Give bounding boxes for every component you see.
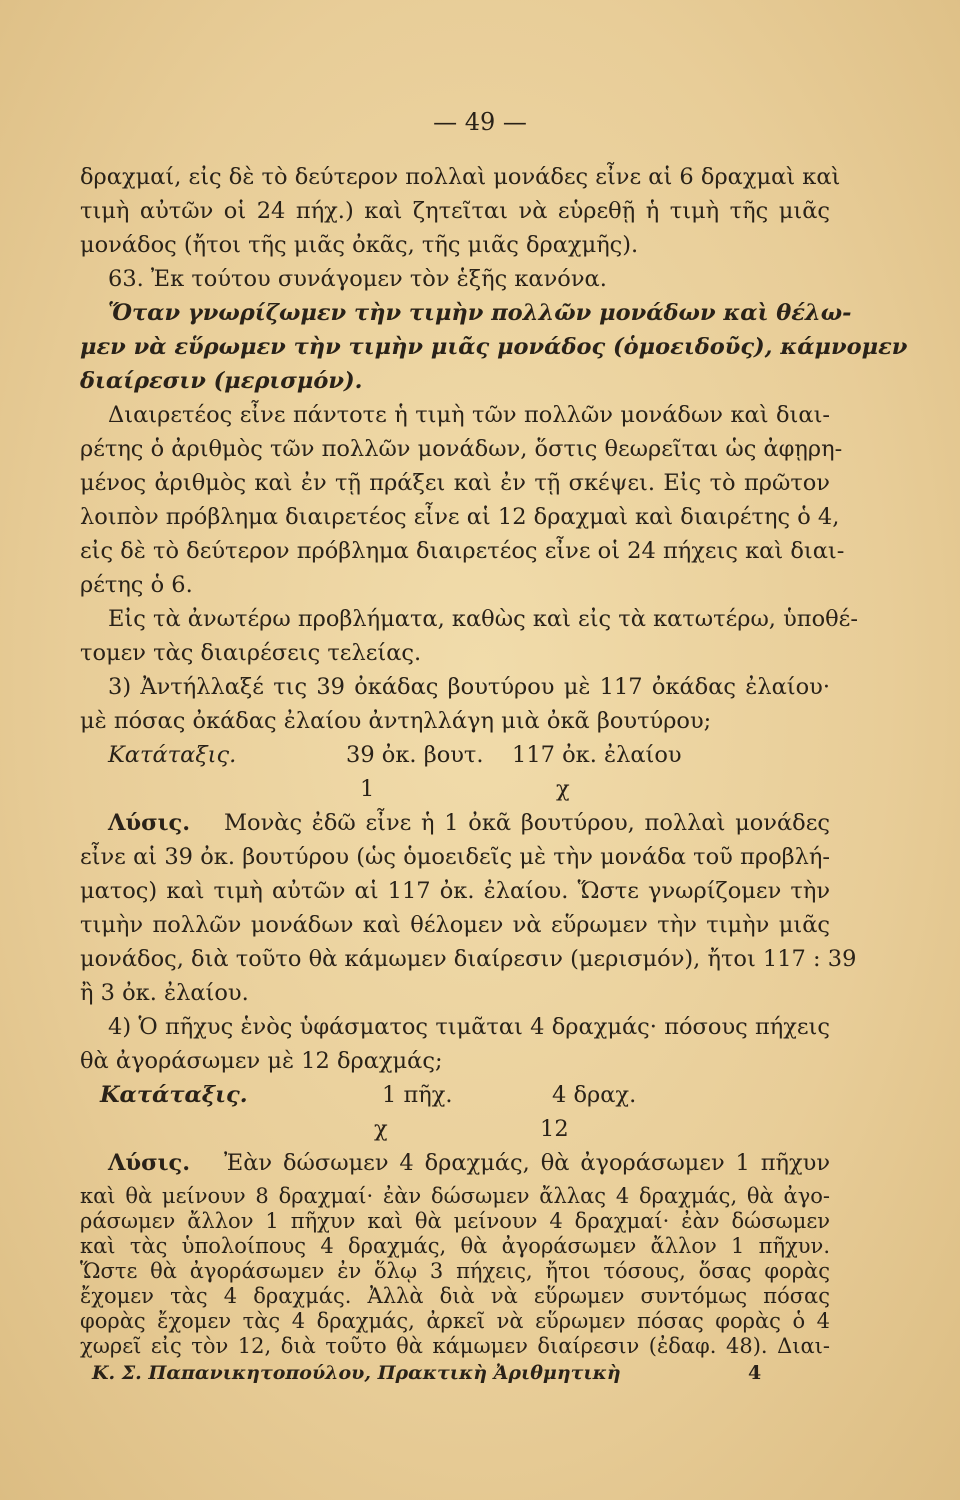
text-line: Διαιρετέος εἶνε πάντοτε ἡ τιμὴ τῶν πολλῶν μονάδων καὶ διαι-	[108, 402, 830, 428]
setup-value: χ	[556, 776, 570, 802]
text-line: μονάδος (ἤτοι τῆς μιᾶς ὀκᾶς, τῆς μιᾶς δραχμῆς).	[80, 232, 639, 258]
problem-text: θὰ ἀγοράσωμεν μὲ 12 δραχμάς;	[80, 1048, 443, 1074]
solution-text: καὶ τὰς ὑπολοίπους 4 δραχμάς, θὰ ἀγοράσωμεν ἄλλον 1 πῆχυν.	[80, 1234, 830, 1258]
solution-text: Ἐὰν δώσωμεν 4 δραχμάς, θὰ ἀγοράσωμεν 1 πῆχυν	[224, 1150, 830, 1176]
setup-value: 39 ὀκ. βουτ.	[346, 742, 484, 768]
solution-text: καὶ θὰ μείνουν 8 δραχμαί· ἐὰν δώσωμεν ἄλλας 4 δραχμάς, θὰ ἀγο-	[80, 1184, 830, 1208]
solution-label: Λύσις.	[108, 810, 191, 836]
solution-text: ἔχομεν τὰς 4 δραχμάς. Ἀλλὰ διὰ νὰ εὕρωμεν συντόμως πόσας	[80, 1284, 830, 1308]
setup-value: 12	[540, 1116, 569, 1142]
solution-text: τιμὴν πολλῶν μονάδων καὶ θέλομεν νὰ εὕρωμεν τὴν τιμὴν μιᾶς	[80, 912, 830, 938]
solution-first-line	[108, 1152, 830, 1175]
solution-first-line	[108, 812, 830, 835]
text-line: τιμὴ αὐτῶν οἱ 24 πήχ.) καὶ ζητεῖται νὰ εὑρεθῇ ἡ τιμὴ τῆς μιᾶς	[80, 198, 830, 224]
solution-text: Μονὰς ἐδῶ εἶνε ἡ 1 ὀκᾶ βουτύρου, πολλαὶ μονάδες	[224, 810, 830, 836]
text-line: λοιπὸν πρόβλημα διαιρετέος εἶνε αἱ 12 δραχμαὶ καὶ διαιρέτης ὁ 4,	[80, 504, 840, 530]
solution-text: εἶνε αἱ 39 ὀκ. βουτύρου (ὡς ὁμοειδεῖς μὲ τὴν μονάδα τοῦ προβλή-	[80, 844, 830, 870]
problem-text: μὲ πόσας ὀκάδας ἐλαίου ἀντηλλάγη μιὰ ὀκᾶ βουτύρου;	[80, 708, 712, 734]
solution-text: Ὥστε θὰ ἀγοράσωμεν ἐν ὅλῳ 3 πήχεις, ἤτοι τόσους, ὅσας φορὰς	[80, 1259, 830, 1283]
page-number: — 49 —	[433, 108, 527, 136]
solution-text: χωρεῖ εἰς τὸν 12, διὰ τοῦτο θὰ κάμωμεν διαίρεσιν (ἐδαφ. 48). Διαι-	[80, 1334, 830, 1358]
rule-text: μεν νὰ εὕρωμεν τὴν τιμὴν μιᾶς μονάδος (ὁμοειδοῦς), κάμνομεν	[80, 334, 908, 360]
text-line: Εἰς τὰ ἀνωτέρω προβλήματα, καθὼς καὶ εἰς τὰ κατωτέρω, ὑποθέ-	[108, 606, 858, 632]
solution-label: Λύσις.	[108, 1150, 191, 1176]
setup-label: Κατάταξις.	[100, 1082, 248, 1108]
setup-value: 1	[360, 776, 375, 802]
text-line: ρέτης ὁ ἀριθμὸς τῶν πολλῶν μονάδων, ὅστις θεωρεῖται ὡς ἀφῃρη-	[80, 436, 843, 462]
solution-text: ἢ 3 ὀκ. ἐλαίου.	[80, 980, 249, 1006]
text-line: ρέτης ὁ 6.	[80, 572, 193, 598]
setup-value: 117 ὀκ. ἐλαίου	[512, 742, 682, 768]
signature-number: 4	[748, 1362, 762, 1384]
rule-text: διαίρεσιν (μερισμόν).	[80, 368, 363, 394]
solution-text: φορὰς ἔχομεν τὰς 4 δραχμάς, ἀρκεῖ νὰ εὕρωμεν πόσας φορὰς ὁ 4	[80, 1309, 830, 1333]
solution-text: ράσωμεν ἄλλον 1 πῆχυν καὶ θὰ μείνουν 4 δραχμαί· ἐὰν δώσωμεν	[80, 1209, 830, 1233]
setup-value: 4 δραχ.	[552, 1082, 637, 1108]
rule-heading: 63. Ἐκ τούτου συνάγομεν τὸν ἑξῆς κανόνα.	[108, 266, 607, 292]
footer-author: Κ. Σ. Παπανικητοπούλου, Πρακτικὴ Ἀριθμητικὴ	[92, 1362, 621, 1384]
text-line: εἰς δὲ τὸ δεύτερον πρόβλημα διαιρετέος εἶνε οἱ 24 πήχεις καὶ διαι-	[80, 538, 845, 564]
text-line: τομεν τὰς διαιρέσεις τελείας.	[80, 640, 422, 666]
solution-text: ματος) καὶ τιμὴ αὐτῶν αἱ 117 ὀκ. ἐλαίου. Ὥστε γνωρίζομεν τὴν	[80, 878, 830, 904]
setup-value: χ	[374, 1116, 388, 1142]
setup-label: Κατάταξις.	[108, 742, 237, 768]
rule-text: Ὅταν γνωρίζωμεν τὴν τιμὴν πολλῶν μονάδων καὶ θέλω-	[108, 300, 852, 326]
problem-text: 4) Ὁ πῆχυς ἑνὸς ὑφάσματος τιμᾶται 4 δραχμάς· πόσους πήχεις	[108, 1014, 830, 1040]
setup-value: 1 πῆχ.	[382, 1082, 453, 1108]
problem-text: 3) Ἀντήλλαξέ τις 39 ὀκάδας βουτύρου μὲ 117 ὀκάδας ἐλαίου·	[108, 674, 830, 700]
text-line: δραχμαί, εἰς δὲ τὸ δεύτερον πολλαὶ μονάδες εἶνε αἱ 6 δραχμαὶ καὶ	[80, 164, 841, 190]
text-line: μένος ἀριθμὸς καὶ ἐν τῇ πράξει καὶ ἐν τῇ σκέψει. Εἰς τὸ πρῶτον	[80, 470, 830, 496]
solution-text: μονάδος, διὰ τοῦτο θὰ κάμωμεν διαίρεσιν (μερισμόν), ἤτοι 117 : 39	[80, 946, 857, 972]
